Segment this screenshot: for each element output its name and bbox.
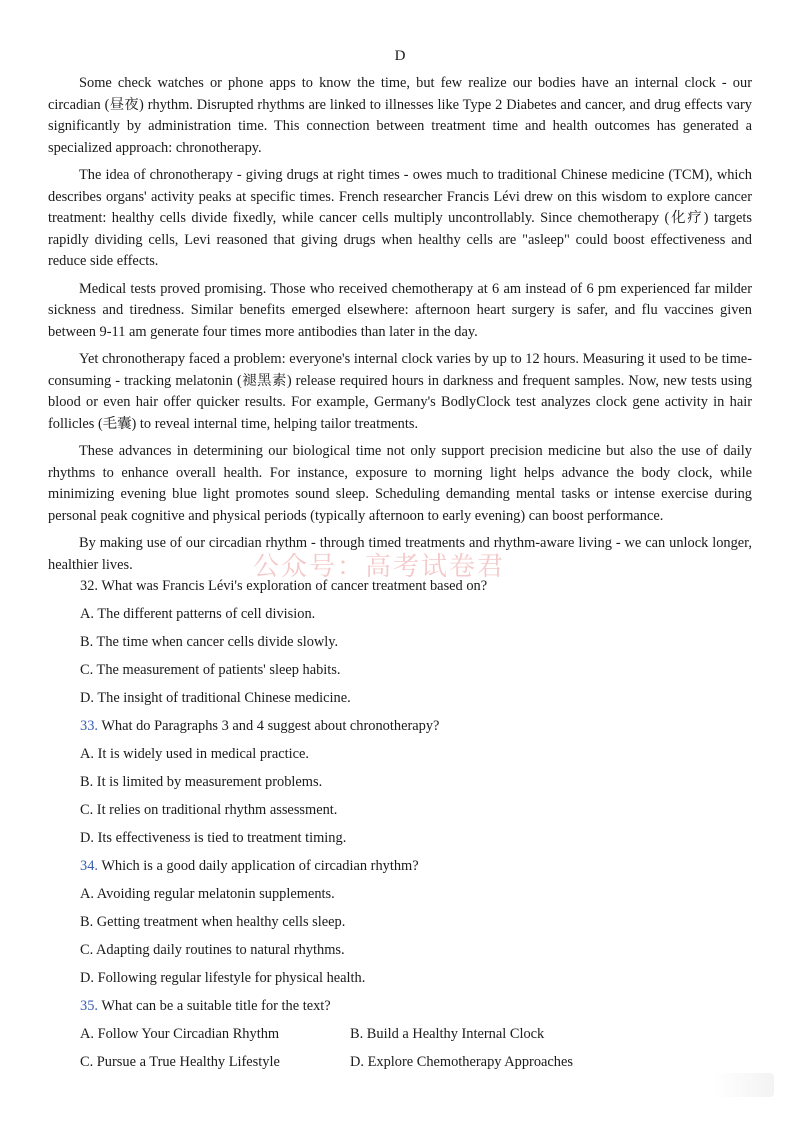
corner-watermark-smudge [714,1073,774,1097]
question-text: What was Francis Lévi's exploration of cancer treatment based on? [98,578,488,594]
option-35-b: B. Build a Healthy Internal Clock [350,1026,545,1042]
option-34-d: D. Following regular lifestyle for physical health. [80,970,366,986]
question-text: What do Paragraphs 3 and 4 suggest about chronotherapy? [98,718,440,734]
question-number: 34. [80,858,98,874]
option-35-a: A. Follow Your Circadian Rhythm [80,1026,280,1042]
option-34-a: A. Avoiding regular melatonin supplements. [80,886,335,902]
paragraph-1: Some check watches or phone apps to know the time, but few realize our bodies have an internal clock - our circadian (昼夜) rhythm. Disrupted rhythms are linked to illnesses like Type 2 Diabetes and cancer, and drug effects vary significantly by administration time. This connection between treatment time and health outcomes has generated a specialized approach: chronotherapy. [48,75,752,156]
question-number: 35. [80,998,98,1014]
section-letter: D [394,48,406,64]
option-32-d: D. The insight of traditional Chinese medicine. [80,690,351,706]
option-33-a: A. It is widely used in medical practice. [80,746,309,762]
option-33-b: B. It is limited by measurement problems. [80,774,323,790]
question-32 [80,572,760,600]
paragraph-5: These advances in determining our biological time not only support precision medicine but also the use of daily rhythms to enhance overall health. For instance, exposure to morning light helps advance the body clock, while minimizing evening blue light promotes sound sleep. Scheduling demanding mental tasks or intense exercise during personal peak cognitive and physical periods (typically afternoon to early evening) can boost performance. [48,443,752,524]
option-35-c: C. Pursue a True Healthy Lifestyle [80,1054,280,1070]
paragraph-4: Yet chronotherapy faced a problem: everyone's internal clock varies by up to 12 hours. Measuring it used to be time-consuming - tracking melatonin (褪黑素) release required hours in darkness and frequent samples. Now, new tests using blood or even hair offer quicker results. For example, Germany's BodlyClock test analyzes clock gene activity in hair follicles (毛囊) to reveal internal time, helping tailor treatments. [48,351,752,432]
option-34-b: B. Getting treatment when healthy cells sleep. [80,914,346,930]
question-35 [80,992,760,1020]
option-33-d: D. Its effectiveness is tied to treatment timing. [80,830,347,846]
question-34 [80,852,760,880]
reading-passage [48,73,752,582]
question-list [80,572,760,1076]
paragraph-3: Medical tests proved promising. Those who received chemotherapy at 6 am instead of 6 pm experienced far milder sickness and tiredness. Similar benefits emerged elsewhere: afternoon heart surgery is safer, and flu vaccines given between 9-11 am generate four times more antibodies than later in the day. [48,280,752,340]
option-32-c: C. The measurement of patients' sleep habits. [80,662,341,678]
option-34-c: C. Adapting daily routines to natural rhythms. [80,942,345,958]
option-33-c: C. It relies on traditional rhythm assessment. [80,802,338,818]
paragraph-6: By making use of our circadian rhythm - through timed treatments and rhythm-aware living - we can unlock longer, healthier lives. [48,535,752,573]
question-number: 32. [80,578,98,594]
paragraph-2: The idea of chronotherapy - giving drugs at right times - owes much to traditional Chinese medicine (TCM), which describes organs' activity peaks at specific times. French researcher Francis Lévi drew on this wisdom to explore cancer treatment: healthy cells divide fixedly, while cancer cells multiply uncontrollably. Since chemotherapy (化疗) targets rapidly dividing cells, Levi reasoned that giving drugs when healthy cells are "asleep" could boost effectiveness and reduce side effects. [48,167,752,269]
options-row-1 [80,1020,760,1048]
question-number: 33. [80,718,98,734]
options-row-2 [80,1048,760,1076]
option-35-d: D. Explore Chemotherapy Approaches [350,1054,573,1070]
option-32-a: A. The different patterns of cell division. [80,606,316,622]
question-33 [80,712,760,740]
question-text: Which is a good daily application of circadian rhythm? [98,858,419,874]
watermark-text: 公众号：高考试卷君 [253,552,506,582]
question-text: What can be a suitable title for the text? [98,998,331,1014]
option-32-b: B. The time when cancer cells divide slowly. [80,634,339,650]
